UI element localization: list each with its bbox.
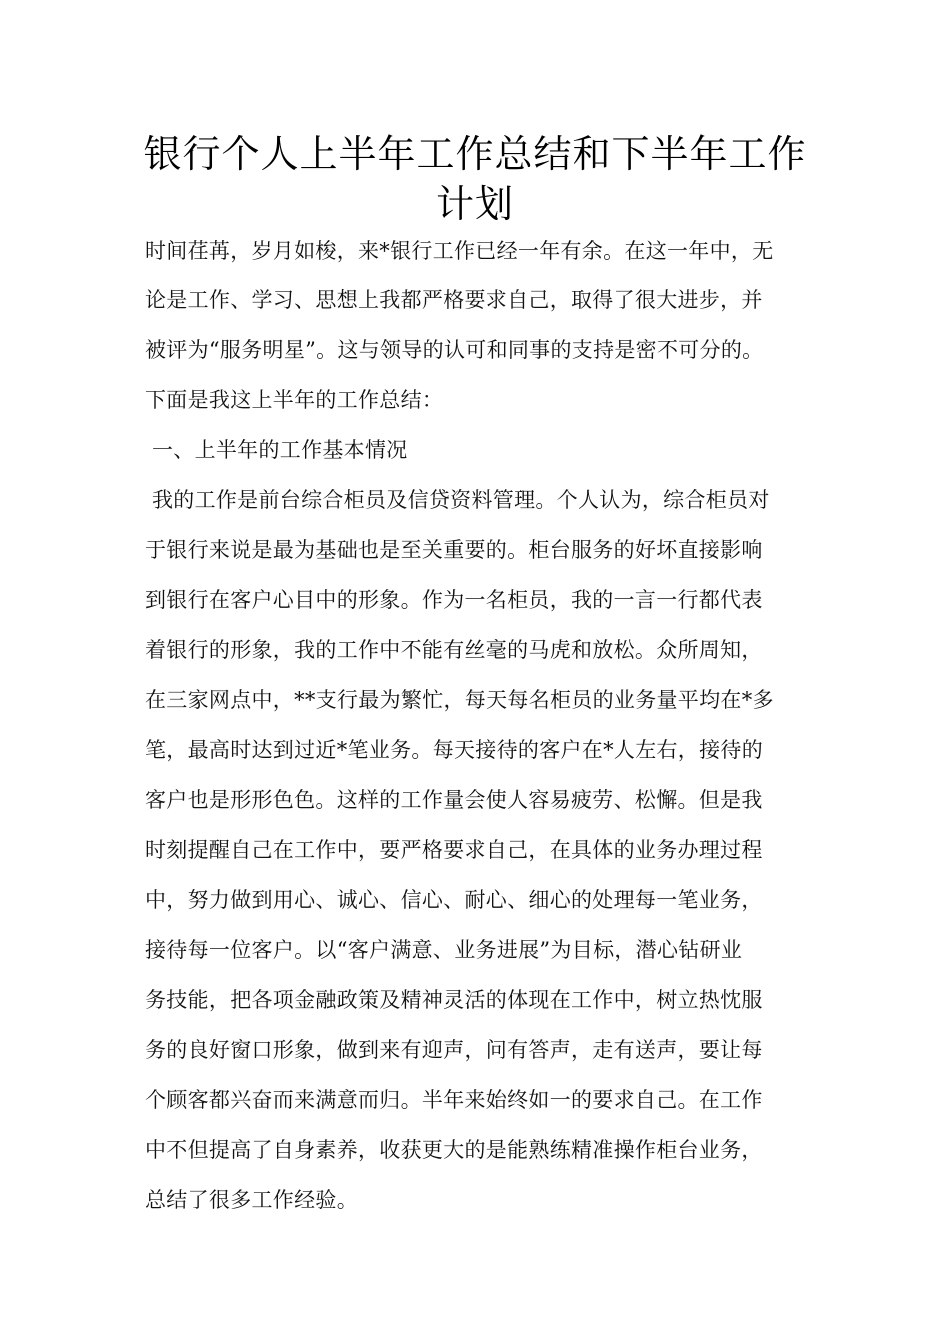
- body-line-14: 中，努力做到用心、诚心、信心、耐心、细心的处理每一笔业务，: [145, 888, 763, 912]
- body-line-16: 务技能，把各项金融政策及精神灵活的体现在工作中，树立热忱服: [145, 988, 763, 1012]
- body-line-3: 被评为“服务明星”。这与领导的认可和同事的支持是密不可分的。: [145, 338, 764, 362]
- body-line-19: 中不但提高了自身素养，收获更大的是能熟练精准操作柜台业务，: [145, 1138, 763, 1162]
- body-line-4: 下面是我这上半年的工作总结：: [145, 388, 444, 412]
- body-line-2: 论是工作、学习、思想上我都严格要求自己，取得了很大进步，并: [145, 288, 763, 312]
- body-line-7: 于银行来说是最为基础也是至关重要的。柜台服务的好坏直接影响: [145, 538, 763, 562]
- body-line-10: 在三家网点中，**支行最为繁忙，每天每名柜员的业务量平均在*多: [145, 688, 774, 712]
- body-line-13: 时刻提醒自己在工作中，要严格要求自己，在具体的业务办理过程: [145, 838, 763, 862]
- body-line-12: 客户也是形形色色。这样的工作量会使人容易疲劳、松懈。但是我: [145, 788, 763, 812]
- body-line-1: 时间荏苒，岁月如梭，来*银行工作已经一年有余。在这一年中，无: [145, 239, 774, 263]
- body-line-8: 到银行在客户心目中的形象。作为一名柜员，我的一言一行都代表: [145, 588, 763, 612]
- body-line-15: 接待每一位客户。以“客户满意、业务进展”为目标，潜心钻研业: [145, 938, 743, 962]
- body-line-20: 总结了很多工作经验。: [145, 1188, 358, 1212]
- body-line-18: 个顾客都兴奋而来满意而归。半年来始终如一的要求自己。在工作: [145, 1088, 763, 1112]
- body-line-17: 务的良好窗口形象，做到来有迎声，问有答声，走有送声，要让每: [145, 1038, 763, 1062]
- section-heading: 一、上半年的工作基本情况: [145, 438, 408, 462]
- document-title-line-2: 计划: [435, 182, 514, 226]
- body-line-11: 笔，最高时达到过近*笔业务。每天接待的客户在*人左右，接待的: [145, 738, 763, 762]
- document-title-line-1: 银行个人上半年工作总结和下半年工作: [143, 132, 807, 176]
- body-line-6: 我的工作是前台综合柜员及信贷资料管理。个人认为，综合柜员对: [145, 488, 770, 512]
- body-line-9: 着银行的形象，我的工作中不能有丝毫的马虎和放松。众所周知，: [145, 638, 763, 662]
